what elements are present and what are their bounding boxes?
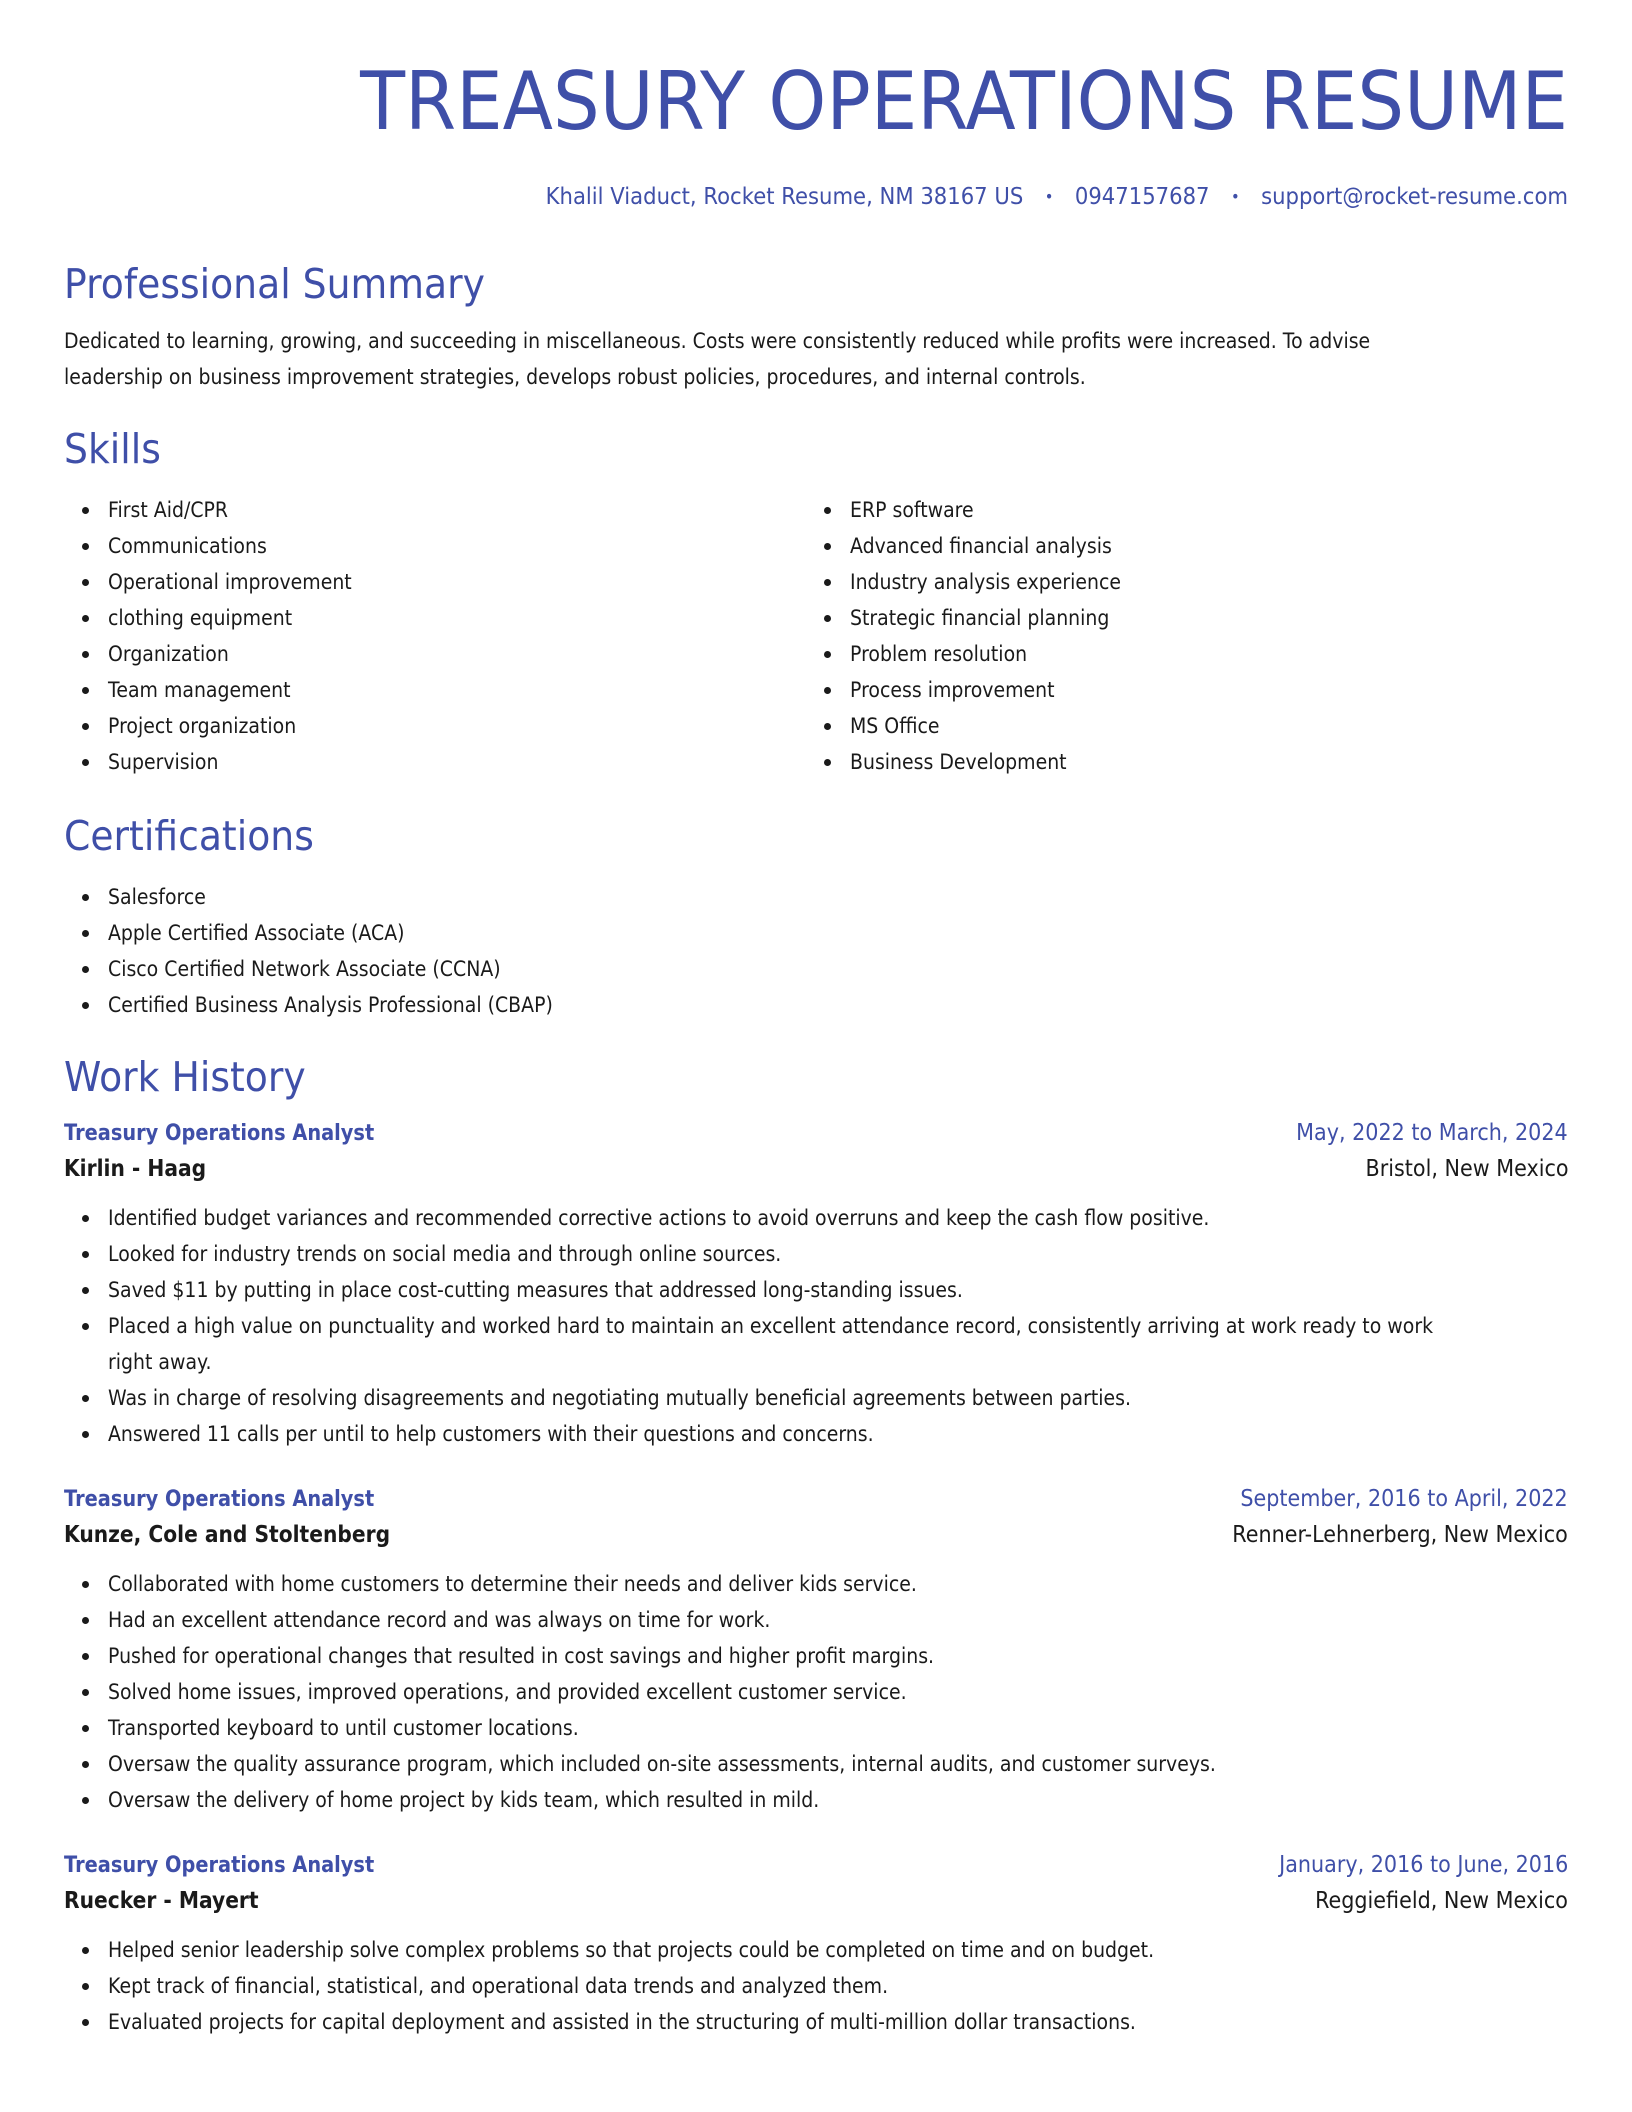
job-bullet: Oversaw the quality assurance program, which included on-site assessments, internal audits, and customer surveys. xyxy=(64,1746,1568,1782)
skill-item: Business Development xyxy=(806,744,1548,780)
contact-line xyxy=(184,184,1568,210)
skill-item: Industry analysis experience xyxy=(806,564,1548,600)
work-history-heading: Work History xyxy=(64,1053,306,1102)
skill-item: Project organization xyxy=(64,708,806,744)
job-bullet: Kept track of financial, statistical, and operational data trends and analyzed them. xyxy=(64,1968,1568,2004)
job-company: Kirlin - Haag xyxy=(64,1156,207,1183)
skill-item: Team management xyxy=(64,672,806,708)
job-bullet: Collaborated with home customers to determine their needs and deliver kids service. xyxy=(64,1566,1568,1602)
job-bullet: Saved $11 by putting in place cost-cutting measures that addressed long-standing issues. xyxy=(64,1272,1568,1308)
contact-separator: • xyxy=(1230,187,1240,206)
job-dates: January, 2016 to June, 2016 xyxy=(1278,1852,1568,1879)
job-location: Bristol, New Mexico xyxy=(1365,1156,1568,1183)
job-bullet: Transported keyboard to until customer locations. xyxy=(64,1710,1568,1746)
skill-item: clothing equipment xyxy=(64,600,806,636)
skill-item: Operational improvement xyxy=(64,564,806,600)
certification-item: Apple Certified Associate (ACA) xyxy=(64,915,1568,951)
job-bullet: Evaluated projects for capital deployment and assisted in the structuring of multi-million dollar transactions. xyxy=(64,2004,1568,2040)
job-bullet: Placed a high value on punctuality and worked hard to maintain an excellent attendance record, consistently arriving at work ready to work right away. xyxy=(64,1308,1568,1380)
skill-item: ERP software xyxy=(806,492,1548,528)
job-bullet: Pushed for operational changes that resulted in cost savings and higher profit margins. xyxy=(64,1638,1568,1674)
certification-item: Certified Business Analysis Professional (CBAP) xyxy=(64,987,1568,1023)
contact-separator: • xyxy=(1044,187,1054,206)
job-company: Kunze, Cole and Stoltenberg xyxy=(64,1522,391,1549)
contact-email: support@rocket-resume.com xyxy=(1261,184,1568,210)
job-bullet: Identified budget variances and recommended corrective actions to avoid overruns and keep the cash flow positive. xyxy=(64,1200,1568,1236)
job-entry xyxy=(64,1120,1568,1452)
skill-item: Process improvement xyxy=(806,672,1548,708)
certifications-list xyxy=(64,879,1568,1023)
job-bullet: Helped senior leadership solve complex problems so that projects could be completed on time and on budget. xyxy=(64,1932,1568,1968)
job-dates: May, 2022 to March, 2024 xyxy=(1296,1120,1568,1147)
job-title: Treasury Operations Analyst xyxy=(64,1487,375,1513)
job-bullet: Was in charge of resolving disagreements and negotiating mutually beneficial agreements between parties. xyxy=(64,1380,1568,1416)
skill-item: Strategic financial planning xyxy=(806,600,1548,636)
job-bullet: Oversaw the delivery of home project by kids team, which resulted in mild. xyxy=(64,1782,1568,1818)
job-dates: September, 2016 to April, 2022 xyxy=(1240,1486,1568,1513)
job-bullet: Solved home issues, improved operations, and provided excellent customer service. xyxy=(64,1674,1568,1710)
certification-item: Salesforce xyxy=(64,879,1568,915)
job-bullet: Had an excellent attendance record and was always on time for work. xyxy=(64,1602,1568,1638)
job-bullet: Looked for industry trends on social media and through online sources. xyxy=(64,1236,1568,1272)
job-title: Treasury Operations Analyst xyxy=(64,1853,375,1879)
job-bullets xyxy=(64,1200,1568,1452)
skill-item: Organization xyxy=(64,636,806,672)
contact-phone: 0947157687 xyxy=(1074,184,1210,210)
certification-item: Cisco Certified Network Associate (CCNA) xyxy=(64,951,1568,987)
skill-item: Advanced financial analysis xyxy=(806,528,1548,564)
skills-heading: Skills xyxy=(64,425,161,474)
skill-item: MS Office xyxy=(806,708,1548,744)
summary-heading: Professional Summary xyxy=(64,260,485,308)
certifications-heading: Certifications xyxy=(64,812,314,861)
skills-column-right xyxy=(806,492,1548,780)
job-location: Renner-Lehnerberg, New Mexico xyxy=(1232,1522,1568,1549)
job-title: Treasury Operations Analyst xyxy=(64,1121,375,1147)
resume-page xyxy=(64,0,1568,2040)
job-location: Reggiefield, New Mexico xyxy=(1315,1888,1568,1915)
skill-item: Communications xyxy=(64,528,806,564)
job-bullet: Answered 11 calls per until to help customers with their questions and concerns. xyxy=(64,1416,1568,1452)
contact-address: Khalil Viaduct, Rocket Resume, NM 38167 US xyxy=(545,184,1024,210)
job-bullets xyxy=(64,1932,1568,2040)
job-bullets xyxy=(64,1566,1568,1818)
job-entry xyxy=(64,1852,1568,2040)
summary-text: Dedicated to learning, growing, and succeeding in miscellaneous. Costs were consistently reduced while profits were increased. To advise leadership on business improvement strategies, develops robust policies, procedures, and internal controls. xyxy=(64,329,1371,390)
skill-item: First Aid/CPR xyxy=(64,492,806,528)
job-entry xyxy=(64,1486,1568,1818)
page-title: TREASURY OPERATIONS RESUME xyxy=(360,55,1568,148)
skills-column-left xyxy=(64,492,806,780)
skills-list xyxy=(64,492,1568,780)
skill-item: Problem resolution xyxy=(806,636,1548,672)
job-company: Ruecker - Mayert xyxy=(64,1888,259,1915)
skill-item: Supervision xyxy=(64,744,806,780)
